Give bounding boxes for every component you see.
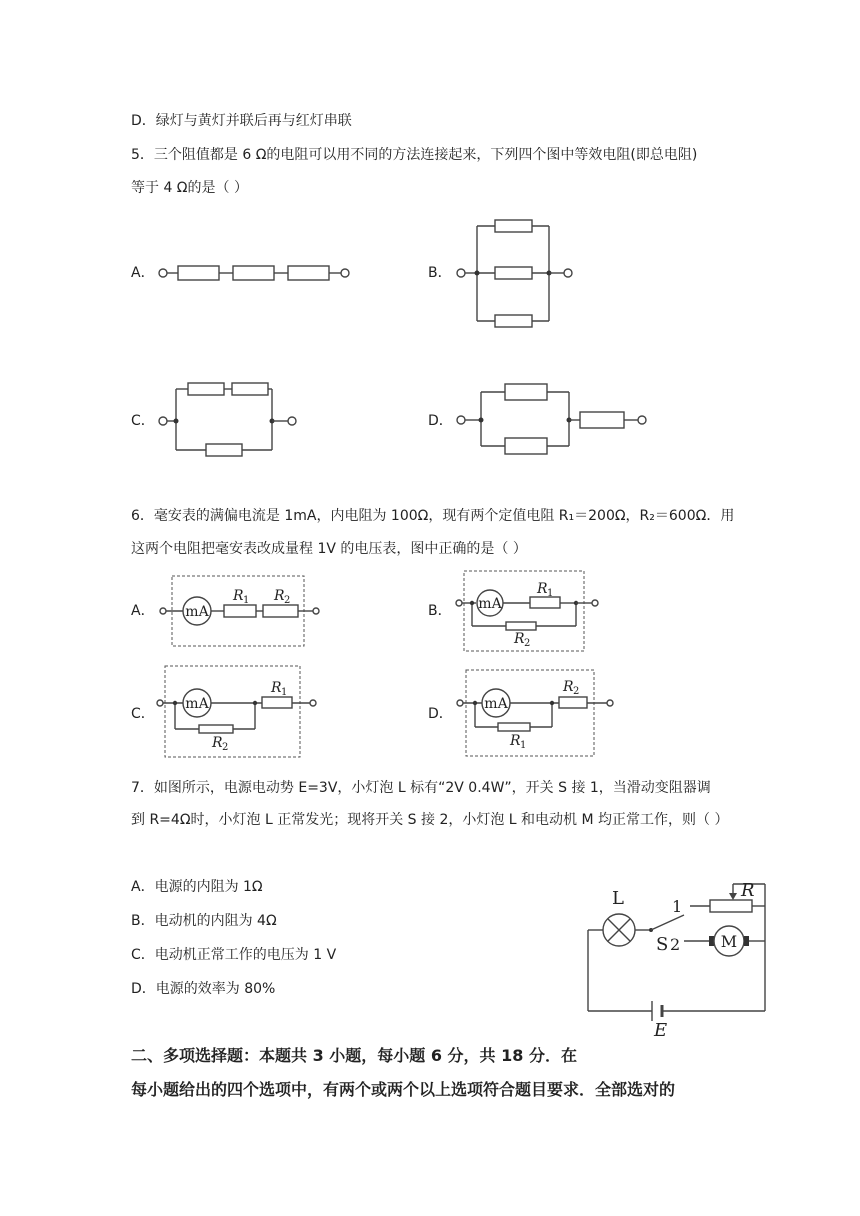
terminal bbox=[157, 700, 163, 706]
terminal bbox=[457, 416, 465, 424]
r2-sub: 2 bbox=[573, 686, 580, 697]
meter-label: mA bbox=[185, 696, 209, 712]
q5-label-a: A． bbox=[131, 265, 155, 281]
r1-sub: 1 bbox=[281, 687, 288, 698]
resistor-r2 bbox=[559, 697, 587, 708]
resistor-r1 bbox=[224, 605, 256, 617]
q4-option-d: D．绿灯与黄灯并联后再与红灯串联 bbox=[131, 113, 352, 129]
terminal bbox=[159, 417, 167, 425]
r1-label: R bbox=[537, 581, 548, 597]
resistor-r2 bbox=[506, 622, 536, 630]
resistor bbox=[178, 266, 219, 280]
switch-pos-2: 2 bbox=[670, 935, 681, 954]
r1-sub: 1 bbox=[520, 740, 527, 751]
q7-option-b: B．电动机的内阻为 4Ω bbox=[131, 913, 277, 929]
q5-diagram-c bbox=[159, 383, 296, 456]
q6-stem-line2: 这两个电阻把毫安表改成量程 1V 的电压表，图中正确的是（ ） bbox=[131, 541, 527, 557]
resistor bbox=[288, 266, 329, 280]
resistor-r1 bbox=[498, 723, 530, 731]
meter-label: mA bbox=[478, 596, 502, 612]
terminal bbox=[592, 600, 598, 606]
switch-pos-1: 1 bbox=[672, 897, 683, 916]
resistor bbox=[232, 383, 268, 395]
terminal bbox=[313, 608, 319, 614]
r1-label: R bbox=[510, 733, 521, 749]
q7-option-d: D．电源的效率为 80% bbox=[131, 981, 276, 997]
q6-label-b: B． bbox=[428, 603, 452, 619]
q5-diagram-a bbox=[159, 266, 349, 280]
r2-sub: 2 bbox=[524, 638, 531, 649]
section2-line1: 二、多项选择题：本题共 3 小题，每小题 6 分，共 18 分．在 bbox=[131, 1046, 577, 1065]
q6-stem-line1: 6．毫安表的满偏电流是 1mA，内电阻为 100Ω，现有两个定值电阻 R₁＝200Ω，R₂＝600Ω．用 bbox=[131, 508, 735, 524]
rheostat-icon bbox=[710, 900, 752, 912]
terminal bbox=[341, 269, 349, 277]
resistor bbox=[233, 266, 274, 280]
terminal bbox=[160, 608, 166, 614]
q5-stem-line2: 等于 4 Ω的是（ ） bbox=[131, 180, 248, 196]
r2-sub: 2 bbox=[284, 595, 291, 606]
r2-label: R bbox=[563, 679, 574, 695]
resistor bbox=[495, 315, 532, 327]
terminal bbox=[607, 700, 613, 706]
meter-label: mA bbox=[484, 696, 508, 712]
q5-diagram-b bbox=[457, 220, 572, 327]
terminal bbox=[456, 600, 462, 606]
resistor bbox=[505, 384, 547, 400]
lamp-label: L bbox=[612, 888, 624, 909]
r1-label: R bbox=[271, 680, 282, 696]
rheostat-label: R bbox=[741, 880, 755, 901]
resistor bbox=[188, 383, 224, 395]
q6-diagram-d bbox=[457, 670, 613, 756]
resistor bbox=[580, 412, 624, 428]
terminal bbox=[457, 700, 463, 706]
resistor-r2 bbox=[199, 725, 233, 733]
emf-label: E bbox=[654, 1020, 668, 1041]
r2-label: R bbox=[274, 588, 285, 604]
q5-label-c: C． bbox=[131, 413, 155, 429]
q5-label-b: B． bbox=[428, 265, 452, 281]
q5-stem-line1: 5．三个阻值都是 6 Ω的电阻可以用不同的方法连接起来，下列四个图中等效电阻(即总电阻) bbox=[131, 147, 698, 163]
r1-label: R bbox=[233, 588, 244, 604]
terminal bbox=[457, 269, 465, 277]
terminal bbox=[288, 417, 296, 425]
r1-sub: 1 bbox=[243, 595, 250, 606]
r1-sub: 1 bbox=[547, 588, 554, 599]
q5-diagram-d bbox=[457, 384, 646, 454]
q7-option-c: C．电动机正常工作的电压为 1 V bbox=[131, 947, 337, 963]
r2-label: R bbox=[212, 735, 223, 751]
terminal bbox=[638, 416, 646, 424]
resistor bbox=[206, 444, 242, 456]
q7-stem-line1: 7．如图所示，电源电动势 E=3V，小灯泡 L 标有“2V 0.4W”，开关 S 接 1，当滑动变阻器调 bbox=[131, 780, 711, 796]
q6-label-d: D． bbox=[428, 706, 453, 722]
section2-line2: 每小题给出的四个选项中，有两个或两个以上选项符合题目要求．全部选对的 bbox=[131, 1080, 676, 1099]
resistor-r1 bbox=[530, 597, 560, 608]
q6-label-a: A． bbox=[131, 603, 155, 619]
resistor-r1 bbox=[262, 697, 292, 708]
switch-label: S bbox=[656, 934, 669, 955]
q6-diagram-b bbox=[456, 571, 598, 651]
r2-label: R bbox=[514, 631, 525, 647]
resistor bbox=[495, 267, 532, 279]
resistor bbox=[505, 438, 547, 454]
meter-label: mA bbox=[185, 604, 209, 620]
terminal bbox=[564, 269, 572, 277]
motor-label: M bbox=[720, 932, 738, 951]
terminal bbox=[159, 269, 167, 277]
q6-diagram-c bbox=[157, 666, 316, 757]
q7-circuit bbox=[588, 880, 765, 1041]
q6-label-c: C． bbox=[131, 706, 155, 722]
q7-option-a: A．电源的内阻为 1Ω bbox=[131, 879, 263, 895]
r2-sub: 2 bbox=[222, 742, 229, 753]
q5-label-d: D． bbox=[428, 413, 453, 429]
terminal bbox=[310, 700, 316, 706]
resistor-r2 bbox=[263, 605, 298, 617]
q7-stem-line2: 到 R=4Ω时，小灯泡 L 正常发光；现将开关 S 接 2，小灯泡 L 和电动机 M 均正常工作，则（ ） bbox=[131, 812, 729, 828]
resistor bbox=[495, 220, 532, 232]
q6-diagram-a bbox=[160, 576, 319, 646]
